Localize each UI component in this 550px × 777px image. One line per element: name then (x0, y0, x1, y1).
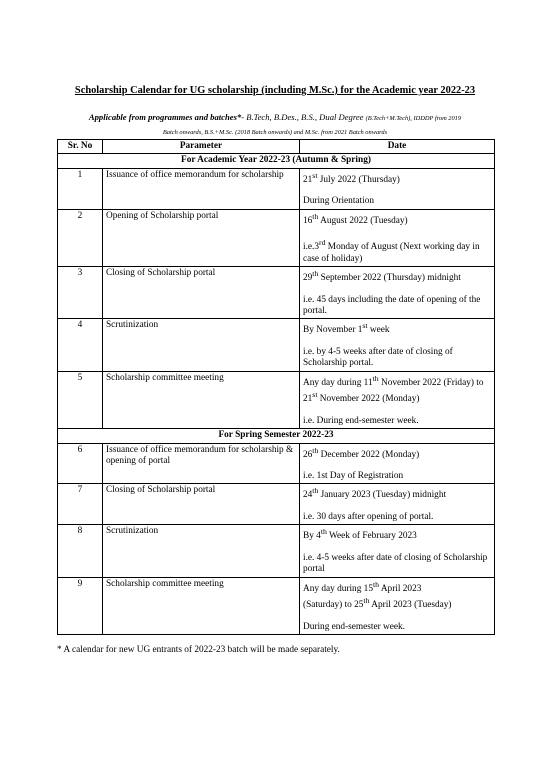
date-text: November 2022 (Friday) to 21 (303, 377, 484, 405)
date-text: April 2023 (Tuesday) (369, 600, 452, 611)
date-ordinal: st (312, 390, 318, 400)
table-row (58, 443, 495, 484)
header-parameter: Parameter (103, 140, 300, 154)
date-ordinal: st (312, 170, 318, 180)
date-text: 29 (303, 273, 313, 284)
applicability-note (55, 111, 495, 139)
table-header-row (58, 140, 495, 154)
row-parameter: Closing of Scholarship portal (103, 267, 300, 319)
date-ordinal: th (363, 596, 370, 606)
table-row (58, 319, 495, 371)
row-sr-no: 7 (58, 484, 103, 525)
date-ordinal: th (312, 486, 319, 496)
date-text: 26 (303, 449, 313, 460)
applicable-detail-1: (B.Tech+M.Tech), IDDDP from 2019 (365, 115, 462, 122)
row-parameter: Scrutinization (103, 319, 300, 371)
date-note: During Orientation (303, 196, 375, 207)
row-sr-no: 6 (58, 443, 103, 484)
date-ordinal: st (362, 321, 368, 331)
table-row (58, 371, 495, 428)
date-note: i.e. 4-5 weeks after date of closing of Scholarship portal (303, 552, 488, 575)
header-date: Date (300, 140, 495, 154)
applicable-programmes: B.Tech, B.Des., B.S., Dual Degree (244, 112, 366, 122)
row-date (300, 267, 495, 319)
row-sr-no: 2 (58, 209, 103, 266)
row-sr-no: 9 (58, 577, 103, 634)
row-date (300, 319, 495, 371)
document-title: Scholarship Calendar for UG scholarship (including M.Sc.) for the Academic year 2022-23 (74, 85, 476, 96)
date-ordinal: th (372, 579, 380, 589)
date-text: 21 (303, 174, 313, 185)
date-text: July 2022 (Thursday) (317, 174, 400, 185)
date-text: August 2022 (Tuesday) (318, 215, 408, 226)
date-ordinal: th (312, 269, 319, 279)
date-note: During end-semester week. (303, 621, 405, 632)
table-row (58, 209, 495, 266)
applicable-detail-2: Batch onwards, B.S.+M.Sc. (2018 Batch onwards) and M.Sc. from 2021 Batch onwards (162, 129, 388, 136)
footnote: * A calendar for new UG entrants of 2022-23 batch will be made separately. (57, 645, 340, 655)
date-ordinal: th (312, 211, 319, 221)
date-ordinal: th (312, 445, 319, 455)
row-date (300, 577, 495, 634)
date-note: i.e. During end-semester week. (303, 415, 419, 426)
date-text: September 2022 (Thursday) midnight (318, 273, 461, 284)
row-parameter: Opening of Scholarship portal (103, 209, 300, 266)
row-date (300, 168, 495, 209)
table-row (58, 577, 495, 634)
row-parameter: Scholarship committee meeting (103, 577, 300, 634)
date-text: December 2022 (Monday) (318, 449, 420, 460)
date-text: Any day during 11 (303, 377, 373, 388)
date-text: April 2023 (379, 583, 422, 594)
date-text: January 2023 (Tuesday) midnight (318, 490, 447, 501)
date-note: i.e. 1st Day of Registration (303, 471, 404, 482)
date-ordinal: th (372, 373, 379, 383)
section-row (58, 154, 495, 168)
date-ordinal: th (320, 527, 327, 537)
row-parameter: Scholarship committee meeting (103, 371, 300, 428)
row-date (300, 209, 495, 266)
row-parameter: Issuance of office memorandum for scholarship (103, 168, 300, 209)
row-sr-no: 4 (58, 319, 103, 371)
scholarship-calendar-table (57, 139, 495, 635)
row-sr-no: 8 (58, 525, 103, 577)
section-heading-spring-semester: For Spring Semester 2022-23 (58, 429, 495, 443)
table-row (58, 168, 495, 209)
date-text: 16 (303, 215, 313, 226)
date-text: Any day during 15 (303, 583, 373, 594)
row-sr-no: 3 (58, 267, 103, 319)
note-ordinal: rd (319, 238, 326, 248)
date-note: Monday of August (Next working day in case of holiday) (303, 242, 480, 264)
date-note: i.e.3 (303, 242, 320, 253)
date-note: i.e. 45 days including the date of opening of the portal. (303, 294, 481, 317)
date-text: By November 1 (303, 325, 363, 336)
date-text: November 2022 (Monday) (317, 394, 420, 405)
section-row (58, 429, 495, 443)
row-parameter: Closing of Scholarship portal (103, 484, 300, 525)
date-text: (Saturday) to 25 (303, 600, 364, 611)
date-text: By 4 (303, 531, 321, 542)
row-date (300, 371, 495, 428)
row-sr-no: 5 (58, 371, 103, 428)
table-row (58, 267, 495, 319)
table-row (58, 484, 495, 525)
table-row (58, 525, 495, 577)
date-text: Week of February 2023 (326, 531, 417, 542)
date-note: i.e. 30 days after opening of portal. (303, 511, 434, 522)
date-text: 24 (303, 490, 313, 501)
date-text: week (367, 325, 390, 336)
row-sr-no: 1 (58, 168, 103, 209)
applicable-label: Applicable from programmes and batches*- (88, 112, 245, 122)
row-date (300, 525, 495, 577)
row-parameter: Issuance of office memorandum for scholarship & opening of portal (103, 443, 300, 484)
header-sr-no: Sr. No (58, 140, 103, 154)
row-date (300, 484, 495, 525)
row-parameter: Scrutinization (103, 525, 300, 577)
section-heading-academic-year: For Academic Year 2022-23 (Autumn & Spring) (58, 154, 495, 168)
date-note: i.e. by 4-5 weeks after date of closing of Scholarship portal. (303, 346, 453, 369)
row-date (300, 443, 495, 484)
